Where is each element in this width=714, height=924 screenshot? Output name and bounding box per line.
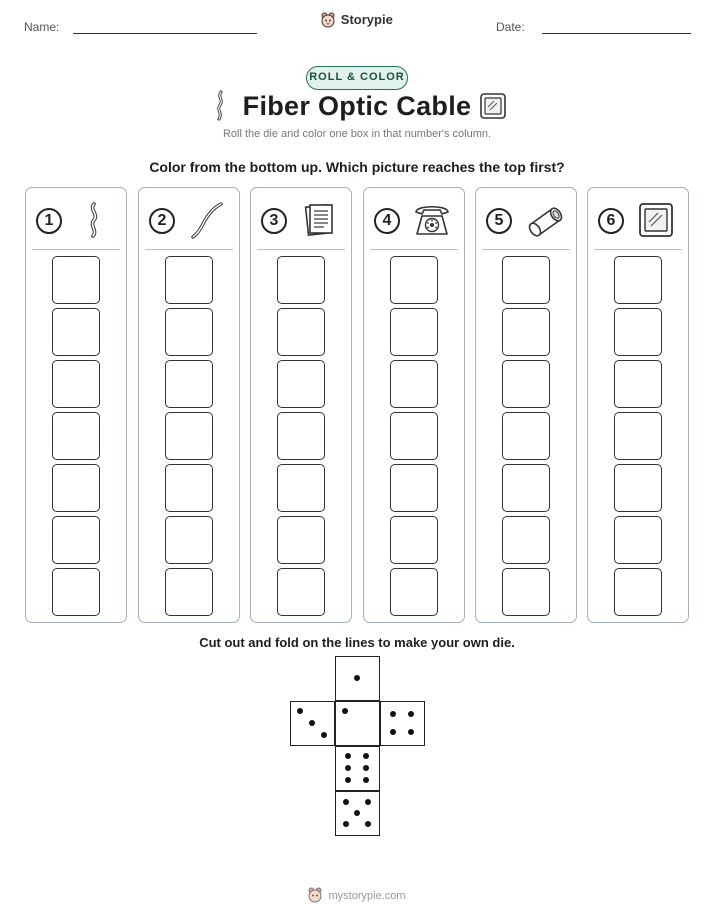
die-face-1 bbox=[335, 656, 380, 701]
pip bbox=[390, 711, 396, 717]
roll-and-color-badge: ROLL & COLOR bbox=[306, 66, 408, 90]
storypie-logo-icon bbox=[321, 12, 335, 28]
footer-url[interactable]: mystorypie.com bbox=[328, 890, 406, 902]
color-box[interactable] bbox=[390, 464, 438, 512]
color-box[interactable] bbox=[390, 516, 438, 564]
color-box[interactable] bbox=[614, 464, 662, 512]
pip bbox=[342, 708, 348, 714]
column-number: 3 bbox=[261, 208, 287, 234]
color-box[interactable] bbox=[165, 464, 213, 512]
color-box[interactable] bbox=[165, 308, 213, 356]
pip bbox=[363, 765, 369, 771]
column-divider bbox=[482, 249, 570, 250]
pip bbox=[365, 799, 371, 805]
color-box[interactable] bbox=[165, 516, 213, 564]
color-box[interactable] bbox=[502, 464, 550, 512]
pip bbox=[354, 675, 360, 681]
cable-strand-icon bbox=[72, 200, 116, 240]
name-line[interactable] bbox=[73, 33, 257, 34]
color-box[interactable] bbox=[502, 412, 550, 460]
date-line[interactable] bbox=[542, 33, 691, 34]
color-box[interactable] bbox=[277, 308, 325, 356]
pip bbox=[365, 821, 371, 827]
glass-square-icon bbox=[479, 92, 507, 120]
column-1 bbox=[25, 187, 127, 623]
brand-name: Storypie bbox=[340, 12, 393, 27]
fiber-strand-icon bbox=[185, 200, 229, 240]
color-box[interactable] bbox=[52, 516, 100, 564]
column-number: 2 bbox=[149, 208, 175, 234]
column-number: 6 bbox=[598, 208, 624, 234]
color-box[interactable] bbox=[614, 516, 662, 564]
name-label: Name: bbox=[24, 20, 60, 34]
die-face-5 bbox=[335, 791, 380, 836]
die-face-1-center bbox=[335, 701, 380, 746]
glass-square-icon bbox=[634, 200, 678, 240]
die-face-6 bbox=[335, 746, 380, 791]
instruction: Color from the bottom up. Which picture reaches the top first? bbox=[149, 159, 565, 175]
storypie-logo-icon bbox=[308, 887, 322, 903]
column-divider bbox=[145, 249, 233, 250]
pip bbox=[390, 729, 396, 735]
telephone-icon bbox=[410, 200, 454, 240]
pip bbox=[321, 732, 327, 738]
column-5 bbox=[475, 187, 577, 623]
column-number: 5 bbox=[486, 208, 512, 234]
color-box[interactable] bbox=[614, 568, 662, 616]
color-box[interactable] bbox=[390, 308, 438, 356]
color-box[interactable] bbox=[52, 308, 100, 356]
pip bbox=[343, 821, 349, 827]
pip bbox=[297, 708, 303, 714]
color-box[interactable] bbox=[390, 568, 438, 616]
column-divider bbox=[594, 249, 682, 250]
color-box[interactable] bbox=[52, 360, 100, 408]
document-icon bbox=[297, 200, 341, 240]
color-box[interactable] bbox=[614, 308, 662, 356]
color-box[interactable] bbox=[277, 256, 325, 304]
color-box[interactable] bbox=[165, 360, 213, 408]
color-box[interactable] bbox=[52, 464, 100, 512]
color-box[interactable] bbox=[502, 256, 550, 304]
pip bbox=[345, 753, 351, 759]
pip bbox=[343, 799, 349, 805]
column-3 bbox=[250, 187, 352, 623]
color-box[interactable] bbox=[165, 568, 213, 616]
color-box[interactable] bbox=[165, 412, 213, 460]
pip bbox=[408, 729, 414, 735]
color-box[interactable] bbox=[165, 256, 213, 304]
page-title: Fiber Optic Cable bbox=[242, 91, 472, 121]
column-number: 4 bbox=[374, 208, 400, 234]
color-box[interactable] bbox=[390, 360, 438, 408]
pip bbox=[345, 777, 351, 783]
die-net bbox=[290, 656, 426, 836]
die-face-3 bbox=[290, 701, 335, 746]
pip bbox=[363, 777, 369, 783]
die-face-4 bbox=[380, 701, 425, 746]
color-box[interactable] bbox=[502, 516, 550, 564]
column-number: 1 bbox=[36, 208, 62, 234]
pip bbox=[345, 765, 351, 771]
color-box[interactable] bbox=[614, 412, 662, 460]
color-box[interactable] bbox=[502, 360, 550, 408]
column-6 bbox=[587, 187, 689, 623]
color-box[interactable] bbox=[52, 256, 100, 304]
die-caption: Cut out and fold on the lines to make your own die. bbox=[199, 635, 515, 650]
column-divider bbox=[257, 249, 345, 250]
color-box[interactable] bbox=[390, 256, 438, 304]
column-2 bbox=[138, 187, 240, 623]
pip bbox=[354, 810, 360, 816]
color-box[interactable] bbox=[614, 360, 662, 408]
footer bbox=[0, 887, 714, 903]
pip bbox=[408, 711, 414, 717]
color-box[interactable] bbox=[277, 516, 325, 564]
date-label: Date: bbox=[496, 20, 525, 34]
color-box[interactable] bbox=[614, 256, 662, 304]
column-divider bbox=[32, 249, 120, 250]
color-box[interactable] bbox=[277, 464, 325, 512]
brand bbox=[0, 12, 714, 28]
subtitle: Roll the die and color one box in that number's column. bbox=[222, 128, 492, 140]
color-box[interactable] bbox=[52, 568, 100, 616]
tube-icon bbox=[522, 200, 566, 240]
color-box[interactable] bbox=[52, 412, 100, 460]
column-4 bbox=[363, 187, 465, 623]
pip bbox=[363, 753, 369, 759]
color-box[interactable] bbox=[502, 308, 550, 356]
pip bbox=[309, 720, 315, 726]
color-box[interactable] bbox=[277, 412, 325, 460]
color-box[interactable] bbox=[277, 360, 325, 408]
color-box[interactable] bbox=[277, 568, 325, 616]
column-divider bbox=[370, 249, 458, 250]
color-box[interactable] bbox=[390, 412, 438, 460]
color-box[interactable] bbox=[502, 568, 550, 616]
